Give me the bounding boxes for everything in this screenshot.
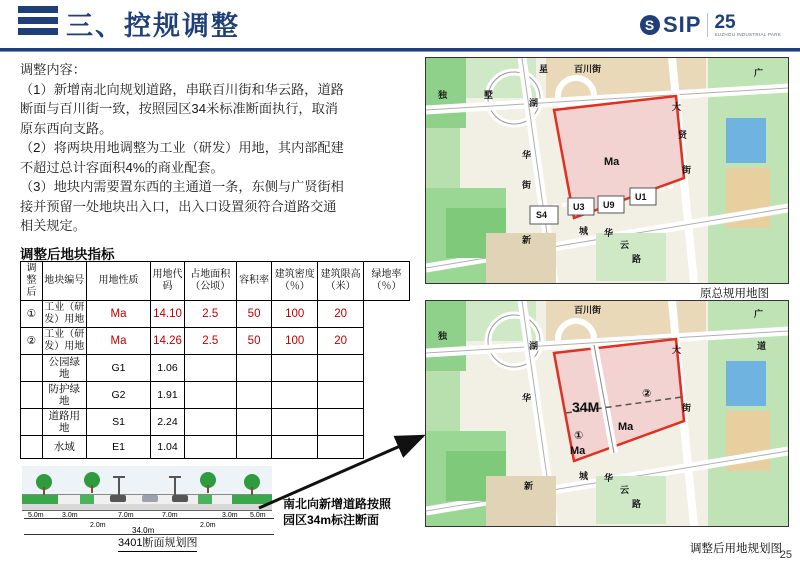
section-sidewalk-left bbox=[22, 495, 58, 504]
cell-id bbox=[21, 409, 43, 436]
adjusted-map-caption: 调整后用地规划图 bbox=[690, 543, 782, 555]
sip-logo bbox=[640, 6, 790, 44]
desc-line-3: 原东西向支路。 bbox=[20, 120, 113, 136]
cell-code: Ma bbox=[86, 328, 151, 355]
cell-id: ① bbox=[21, 301, 43, 328]
map-bot-label-4: 广 bbox=[754, 309, 764, 319]
map-bot-label-12: 路 bbox=[632, 499, 642, 509]
desc-line-4: （2）将两块用地调整为工业（研发）用地，其内部配建 bbox=[20, 140, 344, 155]
cell-area: 14.10 bbox=[151, 301, 184, 328]
map-top-sub-s4: S4 bbox=[536, 210, 548, 220]
cell-nature: 防护绿地 bbox=[42, 382, 86, 409]
page-header bbox=[0, 0, 800, 52]
map-bot-label-8: 新 bbox=[524, 481, 534, 491]
map-bot-code-1: Ma bbox=[570, 445, 586, 457]
tree-icon bbox=[200, 472, 216, 488]
adjustment-description bbox=[20, 60, 410, 236]
cell-code: G1 bbox=[86, 355, 151, 382]
adjusted-landuse-map[interactable] bbox=[425, 300, 789, 527]
section-green-belt-right bbox=[198, 495, 212, 504]
cell-green bbox=[318, 382, 364, 409]
map-bot-label-2: 湖 bbox=[529, 341, 539, 351]
page-title: 三、控规调整 bbox=[66, 11, 240, 41]
cell-far bbox=[184, 409, 236, 436]
cell-green: 20 bbox=[318, 328, 364, 355]
vehicle-icon bbox=[142, 495, 158, 502]
th-green: 绿地率（％） bbox=[364, 262, 410, 301]
map-top-label-5: 大 bbox=[672, 102, 682, 112]
th-height: 建筑限高（米） bbox=[318, 262, 364, 301]
th-far: 容积率 bbox=[236, 262, 271, 301]
desc-lead: 调整内容： bbox=[20, 62, 86, 77]
map-top-label-15: 路 bbox=[632, 254, 642, 264]
map-top-label-13: 华 bbox=[604, 228, 614, 238]
dim-8: 5.0m bbox=[250, 512, 266, 519]
map-bot-label-9: 城 bbox=[579, 471, 589, 481]
map-top-label-2: 独 bbox=[438, 90, 448, 100]
desc-line-8: 相关规定。 bbox=[20, 218, 86, 233]
desc-line-1: （1）新增南北向规划道路，串联百川街和华云路，道路 bbox=[20, 81, 344, 97]
cell-density: 50 bbox=[236, 301, 271, 328]
cell-green: 20 bbox=[318, 301, 364, 328]
vehicle-icon bbox=[110, 495, 126, 502]
map-bot-label-1: 独 bbox=[438, 331, 448, 341]
table-row bbox=[21, 301, 410, 328]
dim-5: 7.0m bbox=[162, 512, 178, 519]
dim-7: 3.0m bbox=[222, 512, 238, 519]
map-top-label-12: 城 bbox=[579, 226, 589, 236]
map-bot-parcel-1: ① bbox=[574, 430, 584, 442]
dim-2: 3.0m bbox=[62, 512, 78, 519]
map-bottom-graphic bbox=[426, 301, 788, 526]
anniversary-subtitle: SUZHOU INDUSTRIAL PARK bbox=[714, 31, 782, 37]
map-bot-label-0: 百川街 bbox=[574, 305, 602, 315]
arrow-note bbox=[283, 496, 413, 528]
cell-area: 14.26 bbox=[151, 328, 184, 355]
cell-area: 1.91 bbox=[151, 382, 184, 409]
cell-area: 2.24 bbox=[151, 409, 184, 436]
map-top-label-7: 贤 bbox=[678, 130, 688, 140]
map-bot-label-10: 华 bbox=[604, 473, 614, 483]
map-top-label-8: 街 bbox=[682, 165, 692, 175]
cell-far bbox=[184, 436, 236, 459]
cell-id bbox=[21, 382, 43, 409]
map-top-label-0: 百川街 bbox=[574, 64, 602, 74]
tree-icon bbox=[84, 472, 100, 488]
cell-height: 100 bbox=[272, 328, 318, 355]
map-bot-label-5: 道 bbox=[757, 341, 767, 351]
header-bars-icon bbox=[18, 6, 58, 46]
cell-far bbox=[184, 382, 236, 409]
map-top-label-10: 街 bbox=[522, 180, 532, 190]
desc-line-5: 不超过总计容面积4%的商业配套。 bbox=[20, 159, 224, 175]
map-bot-road-width-label: 34M bbox=[572, 399, 600, 415]
map-top-sub-u3: U3 bbox=[573, 202, 585, 212]
map-top-label-4: 湖 bbox=[529, 98, 539, 108]
th-area: 占地面积（公顷） bbox=[184, 262, 236, 301]
cell-density bbox=[236, 382, 271, 409]
sip-logo-icon: S bbox=[640, 15, 660, 35]
cell-code: G2 bbox=[86, 382, 151, 409]
cell-code: S1 bbox=[86, 409, 151, 436]
sip-logo-text: SIP bbox=[663, 12, 702, 37]
row-group-label: 调整后 bbox=[21, 262, 43, 301]
header-divider bbox=[0, 48, 800, 51]
map-top-sub-u1: U1 bbox=[635, 192, 647, 202]
map-top-label-9: 华 bbox=[522, 150, 532, 160]
table-row bbox=[21, 328, 410, 355]
cell-density bbox=[236, 355, 271, 382]
desc-line-2: 断面与百川街一致，按照园区34米标准断面执行，取消 bbox=[20, 101, 338, 116]
cell-green bbox=[318, 355, 364, 382]
cell-height bbox=[272, 382, 318, 409]
cell-far: 2.5 bbox=[184, 328, 236, 355]
section-green-belt-left bbox=[80, 495, 94, 504]
map-top-label-6: 广 bbox=[754, 68, 764, 78]
cell-area: 1.06 bbox=[151, 355, 184, 382]
map-top-label-11: 新 bbox=[522, 235, 532, 245]
dim-1: 5.0m bbox=[28, 512, 44, 519]
map-bot-code-2: Ma bbox=[618, 421, 634, 433]
cell-nature: 水域 bbox=[42, 436, 86, 459]
cell-nature: 工业（研发）用地 bbox=[42, 328, 86, 355]
cell-density: 50 bbox=[236, 328, 271, 355]
table-title: 调整后地块指标 bbox=[20, 247, 115, 262]
table-header-row bbox=[21, 262, 410, 301]
cell-code: Ma bbox=[86, 301, 151, 328]
map-top-label-1: 星 bbox=[539, 64, 549, 74]
section-drawing-caption: 3401断面规划图 bbox=[118, 534, 197, 552]
cell-nature: 公园绿地 bbox=[42, 355, 86, 382]
cell-id bbox=[21, 355, 43, 382]
dim-6: 2.0m bbox=[200, 522, 216, 529]
desc-line-7: 接并预留一处地块出入口，出入口设置须符合道路交通 bbox=[20, 198, 337, 214]
map-top-label-3: 墅 bbox=[484, 90, 494, 100]
map-top-graphic bbox=[426, 58, 788, 283]
table-row bbox=[21, 382, 410, 409]
th-density: 建筑密度（％） bbox=[272, 262, 318, 301]
dim-total: 34.0m bbox=[132, 526, 155, 535]
arrow-note-line1: 南北向新增道路按照 bbox=[283, 497, 392, 511]
dim-4: 7.0m bbox=[118, 512, 134, 519]
desc-line-6: （3）地块内需要置东西的主通道一条，东侧与广贤街相 bbox=[20, 179, 344, 194]
cell-far bbox=[184, 355, 236, 382]
sip-logo-mark bbox=[640, 12, 701, 38]
original-map-caption: 原总规用地图 bbox=[700, 288, 769, 300]
map-bot-label-6: 华 bbox=[522, 393, 532, 403]
cell-nature: 道路用地 bbox=[42, 409, 86, 436]
cell-id: ② bbox=[21, 328, 43, 355]
street-lamp-icon bbox=[118, 476, 120, 496]
th-code: 用地代码 bbox=[151, 262, 184, 301]
map-top-label-14: 云 bbox=[620, 240, 630, 250]
tree-icon bbox=[36, 474, 52, 490]
cell-code: E1 bbox=[86, 436, 151, 459]
anniversary-number: 25 bbox=[714, 11, 736, 33]
map-bot-label-11: 云 bbox=[620, 485, 630, 495]
cell-height: 100 bbox=[272, 301, 318, 328]
arrow-note-line2: 园区34m标注断面 bbox=[283, 513, 380, 527]
street-lamp-icon bbox=[174, 476, 176, 496]
page-number: 25 bbox=[779, 549, 792, 561]
cell-nature: 工业（研发）用地 bbox=[42, 301, 86, 328]
cell-id bbox=[21, 436, 43, 459]
table-row bbox=[21, 355, 410, 382]
cell-area: 1.04 bbox=[151, 436, 184, 459]
map-bot-label-3: 大 bbox=[672, 345, 682, 355]
th-nature: 用地性质 bbox=[86, 262, 151, 301]
anniversary-badge bbox=[707, 13, 781, 38]
vehicle-icon bbox=[172, 495, 188, 502]
road-section-drawing bbox=[22, 466, 272, 535]
th-id: 地块编号 bbox=[42, 262, 86, 301]
section-ground bbox=[22, 504, 272, 511]
cell-height bbox=[272, 355, 318, 382]
dim-3: 2.0m bbox=[90, 522, 106, 529]
map-bot-label-7: 街 bbox=[682, 403, 692, 413]
map-bot-parcel-2: ② bbox=[642, 388, 652, 400]
map-top-parcel-code: Ma bbox=[604, 156, 620, 168]
cell-far: 2.5 bbox=[184, 301, 236, 328]
map-top-sub-u9: U9 bbox=[603, 200, 615, 210]
original-landuse-map[interactable] bbox=[425, 57, 789, 284]
